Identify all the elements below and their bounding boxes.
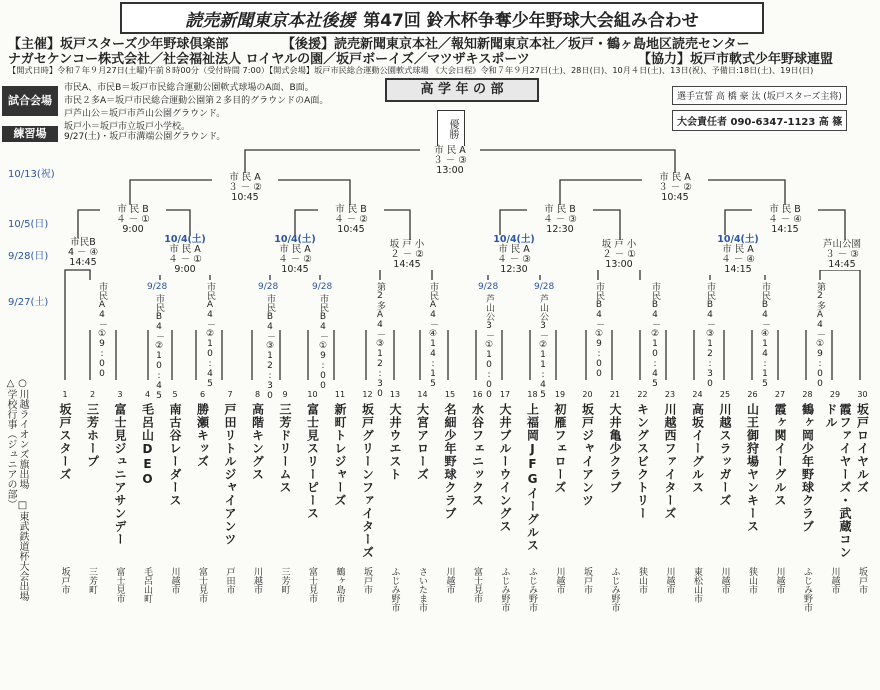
team-city: 川越市 xyxy=(444,567,455,594)
team-number: 22 xyxy=(637,390,648,399)
team-city: ふじみ野市 xyxy=(389,567,400,612)
team-entry xyxy=(412,390,434,690)
team-name: 大井亀少クラブ xyxy=(608,403,622,494)
supporter-line: 【後援】読売新聞東京本社／報知新聞東京本社／坂戸・鶴ヶ島地区読売センター xyxy=(282,37,750,52)
team-name: 坂戸スターズ xyxy=(58,403,72,481)
practice-label: 練習場 xyxy=(2,126,58,142)
match-time: 10:45 xyxy=(661,192,689,203)
team-number: 28 xyxy=(802,390,813,399)
team-city: 川越市 xyxy=(829,567,840,594)
team-city: ふじみ野市 xyxy=(527,567,537,612)
team-city: 川越市 xyxy=(664,567,675,594)
team-name: 川越スラッガーズ xyxy=(718,403,732,507)
team-name: 富士見ジュニアサンデー xyxy=(113,403,127,546)
team-number: 18 xyxy=(527,390,538,399)
round1-match: 第2多A4－①9:00 xyxy=(815,282,825,389)
team-entry xyxy=(522,390,544,690)
round2-match xyxy=(481,235,547,275)
team-entry xyxy=(852,390,874,690)
team-city: 富士見市 xyxy=(197,567,207,603)
match-score: ４ － ② xyxy=(278,254,312,265)
team-number: 17 xyxy=(499,390,511,399)
round1-match: 市民B4－④14:15 xyxy=(760,282,770,389)
match-venue: 坂 戸 小 xyxy=(601,239,637,250)
match-time: 12:30 xyxy=(500,264,528,275)
team-number: 30 xyxy=(857,390,868,399)
team-city: 坂戸市 xyxy=(582,567,592,594)
round1-date: 9/28 xyxy=(258,282,279,292)
title-main: 第47回 鈴木杯争奪少年野球大会組み合わせ xyxy=(363,10,699,31)
team-number: 19 xyxy=(554,390,566,399)
match-time: 9:00 xyxy=(174,264,196,275)
match-score: ３ － ② xyxy=(228,182,262,193)
round2-match xyxy=(705,235,771,275)
match-venue: 市 民 A xyxy=(279,244,311,255)
team-number: 13 xyxy=(389,390,401,399)
team-city: 狭山市 xyxy=(637,567,647,594)
team-city: 富士見市 xyxy=(114,567,125,603)
team-number: 26 xyxy=(747,390,758,399)
match-time: 10:45 xyxy=(231,192,259,203)
team-number: 29 xyxy=(829,390,841,399)
match-score: ３ － ② xyxy=(658,182,692,193)
quarter-match xyxy=(100,205,166,235)
team-city: 川越市 xyxy=(719,567,730,594)
match-score: ４ － ② xyxy=(334,214,368,225)
match-time: 10:45 xyxy=(281,264,309,275)
team-name: 大井ブルーウイングス xyxy=(498,403,512,533)
team-entry xyxy=(274,390,296,690)
team-name: 霞ヶ関イーグルス xyxy=(773,403,787,507)
team-name: 川越西ファイターズ xyxy=(663,403,677,520)
team-name: 名細少年野球クラブ xyxy=(443,403,457,520)
match-venue: 市 民 A xyxy=(498,244,530,255)
team-number: 1 xyxy=(62,390,68,399)
team-entry xyxy=(494,390,516,690)
team-entry xyxy=(577,390,599,690)
team-entry xyxy=(384,390,406,690)
match-time: 14:45 xyxy=(393,259,421,270)
round1-date: 9/28 xyxy=(534,282,555,292)
team-number: 7 xyxy=(227,390,233,399)
team-name: 上福岡JFGイーグルス xyxy=(525,403,540,552)
match-venue: 芦山公園 xyxy=(822,239,861,250)
team-entry xyxy=(247,390,269,690)
round2-match xyxy=(374,240,440,270)
team-name: 富士見スリーピース xyxy=(305,403,320,520)
team-city: 坂戸市 xyxy=(59,567,70,594)
team-number: 4 xyxy=(144,390,151,399)
team-entry xyxy=(714,390,736,690)
round2-match xyxy=(812,240,872,270)
venue-label: 試合会場 xyxy=(2,86,58,116)
team-city: 坂戸市 xyxy=(857,567,867,594)
match-venue: 市 民 B xyxy=(335,204,367,215)
team-name: 毛呂山DEO xyxy=(140,403,155,487)
team-city: 狭山市 xyxy=(747,567,757,594)
team-number: 25 xyxy=(719,390,731,399)
match-score: ２ － ② xyxy=(390,249,424,260)
round1-match: 第2多A4－③12:30 xyxy=(375,282,385,399)
team-name: 三芳ドリームス xyxy=(278,403,292,494)
team-name: 新町トレジャーズ xyxy=(333,403,347,507)
team-city: 川越市 xyxy=(169,567,180,594)
match-venue: 市 民 A xyxy=(722,244,754,255)
team-number: 21 xyxy=(609,390,621,399)
team-entry xyxy=(604,390,626,690)
team-name: 戸田リトルジャイアンツ xyxy=(223,403,237,546)
match-score: 4 － ④ xyxy=(67,247,99,258)
team-name: 大宮アローズ xyxy=(415,403,430,481)
round2-match xyxy=(262,235,328,275)
team-name: 水谷フェニックス xyxy=(470,403,485,507)
team-entry xyxy=(467,390,489,690)
team-city: さいたま市 xyxy=(417,567,427,612)
team-city: 富士見市 xyxy=(307,567,317,603)
team-number: 20 xyxy=(582,390,593,399)
legend: ○川越ライオンズ旗出場 □東武鉄道杯大会出場 △学校行事（ジュニアの部） xyxy=(5,378,28,601)
match-venue: 坂 戸 小 xyxy=(389,239,425,250)
match-time: 14:45 xyxy=(69,257,97,268)
match-score: ４ － ③ xyxy=(497,254,531,265)
match-venue: 市 民 A xyxy=(229,172,261,183)
match-venue: 市 民 B xyxy=(117,204,149,215)
team-entry xyxy=(109,390,131,690)
team-number: 3 xyxy=(117,390,123,399)
team-entry xyxy=(192,390,214,690)
match-date: 10/4(土) xyxy=(274,234,316,245)
team-name: 勝瀬キッズ xyxy=(195,403,210,468)
round1-match: 市民B4－③12:30 xyxy=(705,282,715,389)
match-venue: 市 民 B xyxy=(544,204,576,215)
team-number: 2 xyxy=(89,390,96,399)
match-time: 12:30 xyxy=(546,224,574,235)
match-score: ４ － ① xyxy=(168,254,202,265)
match-time: 13:00 xyxy=(605,259,633,270)
semi-match xyxy=(642,173,708,203)
team-name: 坂戸ロイヤルズ xyxy=(855,403,870,494)
team-city: ふじみ野市 xyxy=(802,567,812,612)
match-date: 10/4(土) xyxy=(493,234,535,245)
team-entry xyxy=(632,390,654,690)
team-name: 坂戸ジャイアンツ xyxy=(580,403,595,507)
date-label: 9/27(土) xyxy=(8,297,49,308)
team-entry xyxy=(219,390,241,690)
team-city: 川越市 xyxy=(774,567,785,594)
final-match xyxy=(420,146,480,176)
team-number: 16 xyxy=(472,390,483,399)
team-city: 毛呂山町 xyxy=(142,567,152,603)
quarter-match xyxy=(752,205,818,235)
team-number: 8 xyxy=(254,390,261,399)
match-venue: 市 民 A xyxy=(434,145,466,156)
team-city: 戸田市 xyxy=(224,567,235,594)
team-entry xyxy=(687,390,709,690)
team-name: 鶴ヶ岡少年野球クラブ xyxy=(800,403,815,533)
quarter-match xyxy=(527,205,593,235)
date-label: 10/5(日) xyxy=(8,219,49,230)
round2-match xyxy=(58,238,108,268)
match-score: ２ － ① xyxy=(602,249,636,260)
section-title: 高 学 年 の 部 xyxy=(385,78,539,102)
team-entry xyxy=(357,390,379,690)
organizer-line: 【主催】坂戸スターズ少年野球倶楽部 xyxy=(8,37,229,52)
team-number: 6 xyxy=(199,390,206,399)
team-entry xyxy=(164,390,186,690)
round1-match: 市民A4－④14:15 xyxy=(428,282,438,389)
match-score: ４ － ③ xyxy=(543,214,577,225)
team-name: 三芳ホープ xyxy=(85,403,100,468)
team-entry xyxy=(54,390,76,690)
match-venue: 市民B xyxy=(70,237,96,248)
match-time: 14:45 xyxy=(828,259,856,270)
team-entry xyxy=(329,390,351,690)
match-venue: 市 民 A xyxy=(659,172,691,183)
team-number: 9 xyxy=(282,390,288,399)
date-label: 10/13(祝) xyxy=(8,169,55,180)
team-entry xyxy=(769,390,791,690)
round2-match xyxy=(152,235,218,275)
match-time: 10:45 xyxy=(337,224,365,235)
round1-match: 芦山公3－①10:00 xyxy=(484,294,494,400)
match-date: 10/4(土) xyxy=(717,234,759,245)
champion-box: 優勝 xyxy=(437,110,465,148)
team-name: 坂戸グリーンファイターズ xyxy=(360,403,375,559)
round1-match: 市民A4－②10:45 xyxy=(205,282,215,389)
match-time: 14:15 xyxy=(771,224,799,235)
team-name: 南古谷レーダース xyxy=(168,403,182,507)
round1-date: 9/28 xyxy=(312,282,333,292)
match-score: ４ － ④ xyxy=(721,254,755,265)
round1-match: 市民B4－①9:00 xyxy=(318,294,328,391)
team-name: 高坂イーグルス xyxy=(690,403,705,494)
match-time: 9:00 xyxy=(122,224,144,235)
team-city: 川越市 xyxy=(252,567,262,594)
round1-match: 市民A4－①9:00 xyxy=(97,282,107,379)
round1-date: 9/28 xyxy=(147,282,168,292)
team-city: 鶴ヶ島市 xyxy=(334,567,345,603)
team-city: 富士見市 xyxy=(472,567,482,603)
team-city: 坂戸市 xyxy=(362,567,372,594)
match-date: 10/4(土) xyxy=(164,234,206,245)
round1-match: 芦山公3－②11:45 xyxy=(538,294,548,400)
title-prefix: 読売新聞東京本社後援 xyxy=(185,10,356,31)
round1-match: 市民B4－②10:45 xyxy=(154,294,164,401)
team-entry xyxy=(742,390,764,690)
team-entry xyxy=(302,390,324,690)
team-number: 12 xyxy=(362,390,373,399)
team-number: 5 xyxy=(172,390,178,399)
team-city: ふじみ野市 xyxy=(609,567,620,612)
team-number: 23 xyxy=(664,390,676,399)
team-name: キングスビクトリー xyxy=(635,403,650,520)
round2-match xyxy=(588,240,650,270)
date-label: 9/28(日) xyxy=(8,251,49,262)
team-number: 11 xyxy=(334,390,346,399)
match-score: ４ － ① xyxy=(116,214,150,225)
match-venue: 市 民 B xyxy=(769,204,801,215)
team-number: 27 xyxy=(774,390,786,399)
match-time: 13:00 xyxy=(436,165,464,176)
team-name: 大井ウエスト xyxy=(388,403,402,481)
team-entry xyxy=(137,390,159,690)
team-city: 三芳町 xyxy=(87,567,97,594)
match-score: ３ － ③ xyxy=(433,155,467,166)
team-number: 14 xyxy=(417,390,428,399)
round1-match: 市民B4－③12:30 xyxy=(265,294,275,401)
team-name: 初雁フェローズ xyxy=(553,403,567,494)
team-name: 高階キングス xyxy=(250,403,265,481)
team-entry xyxy=(659,390,681,690)
venue-line: 坂戸小＝坂戸市立坂戸小学校。 xyxy=(64,122,191,132)
team-entry xyxy=(82,390,104,690)
match-venue: 市 民 A xyxy=(169,244,201,255)
team-number: 24 xyxy=(692,390,703,399)
round1-match: 市民B4－①9:00 xyxy=(594,282,604,379)
venue-line: 市民２多A＝坂戸市民総合運動公園第２多目的グラウンドのA面。 xyxy=(64,96,329,106)
team-name: 霞ファイヤーズ・武蔵コンドル xyxy=(824,403,852,559)
quarter-match xyxy=(318,205,384,235)
team-number: 10 xyxy=(307,390,318,399)
venue-line: 市民A、市民B＝坂戸市民総合運動公園軟式球場のA面、B面。 xyxy=(64,83,314,93)
round1-match: 市民B4－②10:45 xyxy=(650,282,660,389)
team-city: ふじみ野市 xyxy=(499,567,510,612)
oath-box: 選手宣誓 高 橋 豪 汰 (坂戸スターズ主将) xyxy=(672,86,847,105)
team-number: 15 xyxy=(444,390,456,399)
sponsor-line: ナガセケンコー株式会社／社会福祉法人 ロイヤルの園／坂戸ボーイズ／マツザキスポーツ xyxy=(8,52,530,67)
match-score: ３ － ③ xyxy=(825,249,859,260)
team-city: 東松山市 xyxy=(692,567,702,603)
team-entry xyxy=(797,390,819,690)
semi-match xyxy=(212,173,278,203)
cooperation-line: 【協力】坂戸市軟式少年野球連盟 xyxy=(638,52,834,67)
practice-text: 9/27(土)・坂戸市溝端公園グラウンド。 xyxy=(64,132,226,142)
match-score: ４ － ④ xyxy=(768,214,802,225)
round1-date: 9/28 xyxy=(478,282,499,292)
team-entry xyxy=(549,390,571,690)
match-time: 14:15 xyxy=(724,264,752,275)
team-entry xyxy=(824,390,852,690)
team-city: 三芳町 xyxy=(279,567,290,594)
schedule-line: 【開式日時】令和７年９月27日(土曜)午前８時00分（受付時間 7:00）【開式会場】坂戸市民総合運動公園軟式球場 《大会日程》令和７年９月27日(土)、28日(日)、10月４日(土)、13日(祝)、予備日:18日(土)、19日(日) xyxy=(8,65,814,75)
director-box: 大会責任者 090-6347-1123 高 篠 xyxy=(672,110,847,131)
venue-line: 戸芦山公＝坂戸市芦山公園グラウンド。 xyxy=(64,109,226,119)
team-city: 川越市 xyxy=(554,567,565,594)
team-name: 山王御狩場ヤンキース xyxy=(745,403,760,533)
team-entry xyxy=(439,390,461,690)
